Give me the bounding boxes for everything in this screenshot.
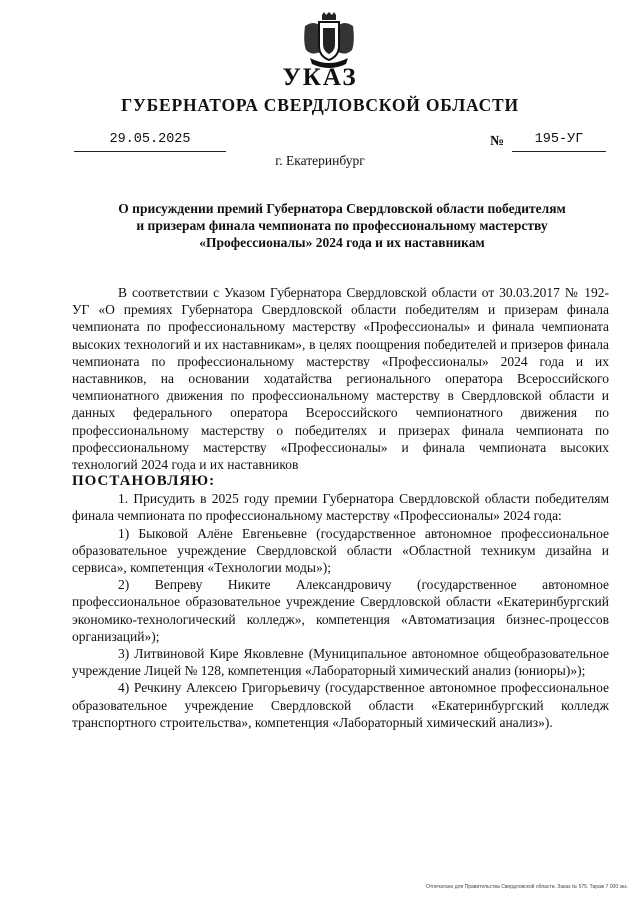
decree-word: ПОСТАНОВЛЯЮ: [72, 473, 216, 490]
decree-date: 29.05.2025 [74, 131, 226, 152]
document-type: УКАЗ [282, 64, 358, 91]
title-line: и призерам финала чемпионата по профессиональному мастерству [136, 218, 548, 233]
number-sign: № [490, 134, 505, 149]
award-item: 3) Литвиновой Кире Яковлевне (Муниципальное автономное общеобразовательное учреждение Лицей № 128, компетенция «Лабораторный химический анализ (юниоры)»); [72, 646, 609, 679]
city: г. Екатеринбург [275, 153, 365, 168]
title-line: О присуждении премий Губернатора Свердловской области победителям [118, 201, 566, 216]
award-item: 4) Речкину Алексею Григорьевичу (государственное автономное профессиональное образовательное учреждение Свердловской области «Екатеринбургский колледж транспортного строительства», компетенция «Лабораторный химический анализ»). [72, 680, 609, 730]
preamble: В соответствии с Указом Губернатора Свердловской области от 30.03.2017 № 192-УГ «О премиях Губернатора Свердловской области победителям и призерам финала чемпионата по профессиональному мастерству «Профессионалы» и финала чемпионата высоких технологий и их наставникам», в целях поощрения победителей и призеров финала чемпионата по профессиональному мастерству «Профессионалы» 2024 года и их наставников, на основании ходатайства регионального оператора Всероссийского чемпионатного движения по профессиональному мастерству в Свердловской области и данных федерального оператора Всероссийского чемпионатного движения по профессиональному мастерству о победителях и призерах финала чемпионата по профессиональному мастерству «Профессионалы» и финала чемпионата высоких технологий 2024 года и их наставников [72, 285, 609, 473]
clause-1: 1. Присудить в 2025 году премии Губернатора Свердловской области победителям финала чемпионата по профессиональному мастерству «Профессионалы» 2024 года: [72, 491, 609, 524]
decree-number: 195-УГ [512, 131, 606, 152]
decree-body [72, 284, 609, 731]
award-item: 2) Вепреву Никите Александровичу (государственное автономное профессиональное образовательное учреждение Свердловской области «Екатеринбургский экономико-технологический колледж», компетенция «Автоматизация бизнес-процессов организаций»); [72, 577, 609, 644]
decree-title [72, 200, 612, 251]
issuer: ГУБЕРНАТОРА СВЕРДЛОВСКОЙ ОБЛАСТИ [121, 95, 519, 115]
coat-of-arms-icon [302, 12, 356, 70]
print-footer: Отпечатано для Правительства Свердловской области. Заказ № 575. Тираж 7 000 экз. [426, 884, 628, 890]
title-line: «Профессионалы» 2024 года и их наставникам [199, 235, 485, 250]
award-item: 1) Быковой Алёне Евгеньевне (государственное автономное профессиональное образовательное учреждение Свердловской области «Областной техникум дизайна и сервиса», компетенция «Технологии моды»); [72, 525, 609, 576]
